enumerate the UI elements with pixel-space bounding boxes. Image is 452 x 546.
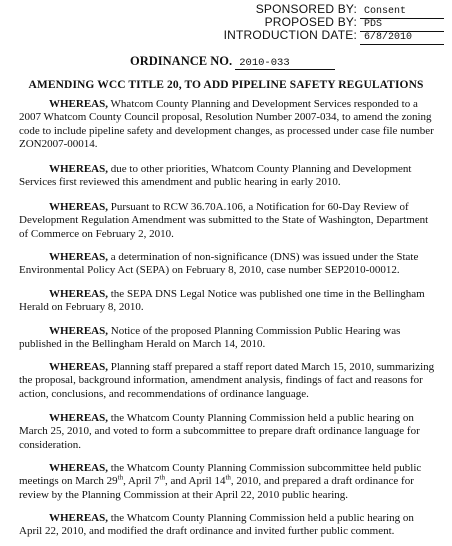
whereas-lead: WHEREAS,	[49, 412, 108, 424]
whereas-lead: WHEREAS,	[49, 163, 108, 175]
ordinance-label: ORDINANCE NO.	[130, 54, 233, 68]
paragraph-text: , and April 14	[164, 475, 226, 488]
whereas-lead: WHEREAS,	[49, 201, 108, 213]
whereas-lead: WHEREAS,	[49, 288, 108, 300]
proposed-by-label: PROPOSED BY:	[264, 15, 357, 29]
paragraph-text: Whatcom County Planning and Development Services responded to a 2007 Whatcom County Council proposal, Resolution Number 2007-034, to amend the zoning code to include pipeline safety and development changes, as processed under case file number ZON2007-00014.	[19, 98, 434, 150]
superscript: th	[225, 473, 231, 482]
introduction-date-value: 6/8/2010	[360, 32, 444, 45]
paragraph-text: , April 7	[123, 475, 160, 488]
whereas-lead: WHEREAS,	[49, 325, 108, 337]
ordinance-title: AMENDING WCC TITLE 20, TO ADD PIPELINE SAFETY REGULATIONS	[28, 79, 424, 91]
paragraph-text: due to other priorities, Whatcom County Planning and Development Services first reviewed this amendment and public hearing in early 2010.	[19, 163, 412, 189]
whereas-lead: WHEREAS,	[49, 361, 108, 373]
sponsored-by-value: Consent	[360, 6, 444, 19]
whereas-lead: WHEREAS,	[49, 512, 108, 524]
superscript: th	[159, 473, 165, 482]
paragraph-text: the Whatcom County Planning Commission held a public hearing on March 25, 2010, and voted to form a subcommittee to prepare draft ordinance language for consideration.	[19, 412, 420, 451]
whereas-paragraph-9	[19, 462, 439, 502]
whereas-paragraph-1	[19, 98, 439, 151]
proposed-by-value: PDS	[360, 19, 444, 32]
whereas-paragraph-5	[19, 288, 439, 315]
superscript: th	[117, 473, 124, 482]
sponsored-by-label: SPONSORED BY:	[255, 2, 357, 16]
paragraph-text: Pursuant to RCW 36.70A.106, a Notification for 60-Day Review of Development Regulation Amendment was submitted to the State of Washington, Department of Commerce on February 2, 2010.	[19, 201, 429, 240]
paragraph-text: Planning staff prepared a staff report dated March 15, 2010, summarizing the proposal, background information, amendment analysis, findings of fact and reasons for action, conclusions, and recommendations of ordinance language.	[19, 361, 435, 400]
ordinance-number: 2010-033	[235, 57, 335, 70]
paragraph-text: Notice of the proposed Planning Commission Public Hearing was published in the Bellingham Herald on March 14, 2010.	[19, 325, 401, 351]
whereas-lead: WHEREAS,	[49, 251, 108, 263]
whereas-paragraph-3	[19, 201, 439, 241]
whereas-paragraph-8	[19, 412, 439, 452]
whereas-lead: WHEREAS,	[49, 462, 108, 474]
whereas-lead: WHEREAS,	[49, 98, 108, 110]
whereas-paragraph-10	[19, 512, 439, 539]
introduction-date-label: INTRODUCTION DATE:	[223, 28, 357, 42]
paragraph-text: a determination of non-significance (DNS) was issued under the State Environmental Policy Act (SEPA) on February 8, 2010, case number SEP2010-00012.	[19, 251, 419, 277]
paragraph-text: the Whatcom County Planning Commission subcommittee held public meetings on March 29	[19, 462, 422, 488]
paragraph-text: the Whatcom County Planning Commission held a public hearing on April 22, 2010, and modified the draft ordinance and invited further public comment.	[19, 512, 414, 538]
introduction-date-row	[224, 28, 444, 45]
paragraph-text: , 2010, and prepared a draft ordinance for review by the Planning Commission at their April 22, 2010 public hearing.	[19, 475, 414, 501]
paragraph-text: the SEPA DNS Legal Notice was published one time in the Bellingham Herald on February 8, 2010.	[19, 288, 425, 314]
ordinance-number-line	[130, 54, 335, 70]
whereas-paragraph-4	[19, 251, 439, 278]
whereas-paragraph-7	[19, 361, 439, 401]
whereas-paragraph-6	[19, 325, 439, 352]
whereas-paragraph-2	[19, 163, 439, 190]
